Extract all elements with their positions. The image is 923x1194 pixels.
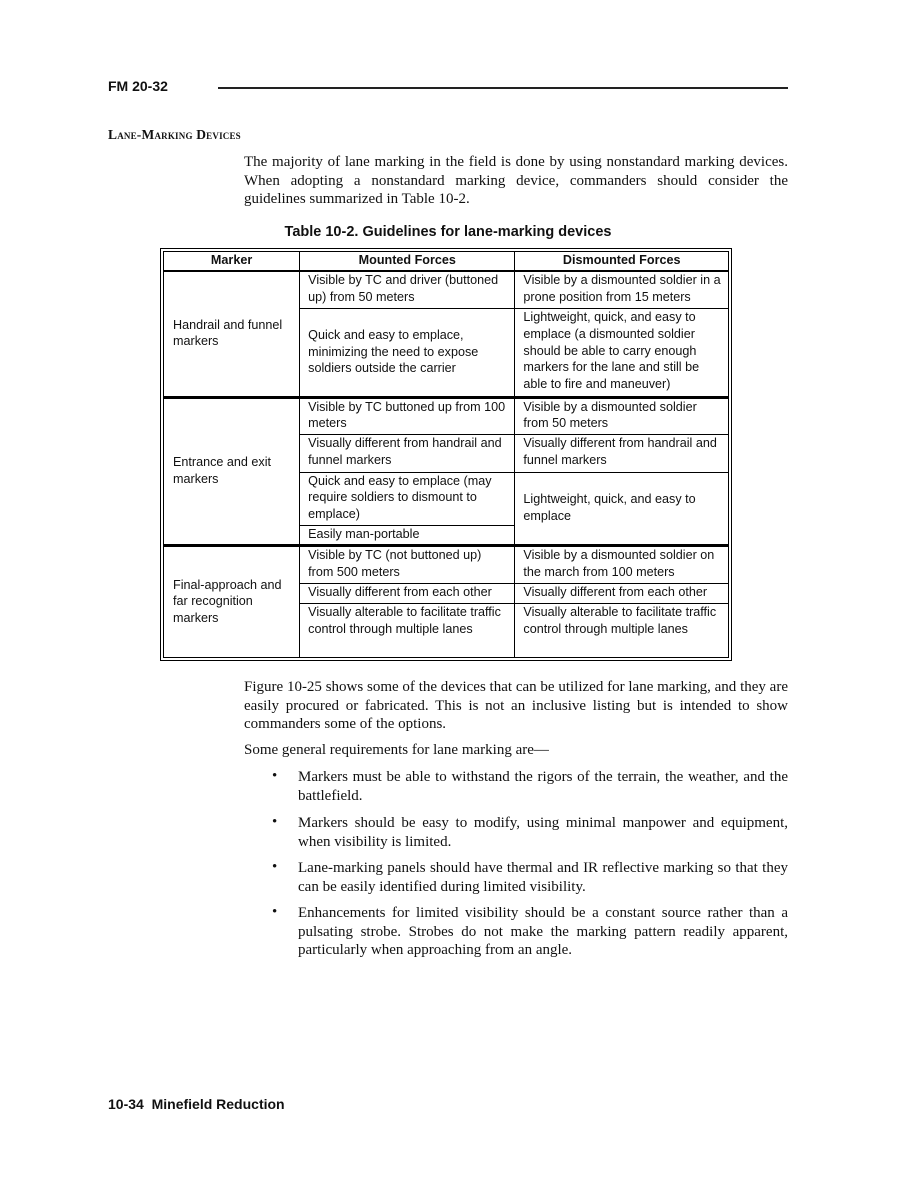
dismounted-cell: Visually different from each other <box>515 583 729 603</box>
bullet-marker: • <box>272 859 278 875</box>
bullet-marker: • <box>272 768 278 784</box>
mounted-cell: Easily man-portable <box>300 526 515 546</box>
marker-cell: Entrance and exit markers <box>164 397 300 546</box>
mounted-cell: Visually different from handrail and funnel markers <box>300 435 515 473</box>
guidelines-table <box>163 251 729 658</box>
dismounted-cell: Visually alterable to facilitate traffic control through multiple lanes <box>515 604 729 658</box>
dismounted-cell: Lightweight, quick, and easy to emplace (a dismounted soldier should be able to carry enough markers for the lane and still be able to fire and maneuver) <box>515 309 729 397</box>
column-header-mounted: Mounted Forces <box>300 252 515 272</box>
mounted-cell: Quick and easy to emplace (may require soldiers to dismount to emplace) <box>300 472 515 526</box>
running-header: FM 20-32 <box>108 78 168 94</box>
dismounted-cell: Visible by a dismounted soldier in a prone position from 15 meters <box>515 271 729 309</box>
mounted-cell: Visually alterable to facilitate traffic control through multiple lanes <box>300 604 515 658</box>
mounted-cell: Visible by TC buttoned up from 100 meters <box>300 397 515 435</box>
requirement-item: Markers must be able to withstand the rigors of the terrain, the weather, and the battlefield. <box>298 769 788 804</box>
mounted-cell: Visually different from each other <box>300 583 515 603</box>
devices-paragraph: Figure 10-25 shows some of the devices that can be utilized for lane marking, and they are easily procured or fabricated. This is not an inclusive listing but is intended to show commanders some of the options. <box>244 679 788 732</box>
page-footer <box>108 1096 285 1112</box>
intro-paragraph: The majority of lane marking in the field is done by using nonstandard marking devices. When adopting a nonstandard marking device, commanders should consider the guidelines summarized in Table 10-2. <box>244 154 788 207</box>
section-title: Lane-Marking Devices <box>108 127 241 142</box>
column-header-marker: Marker <box>164 252 300 272</box>
mounted-cell: Visible by TC and driver (buttoned up) from 50 meters <box>300 271 515 309</box>
mounted-cell: Quick and easy to emplace, minimizing the need to expose soldiers outside the carrier <box>300 309 515 397</box>
bullet-marker: • <box>272 904 278 920</box>
marker-cell: Handrail and funnel markers <box>164 271 300 397</box>
chapter-title: Minefield Reduction <box>151 1096 285 1112</box>
requirement-item: Lane-marking panels should have thermal and IR reflective marking so that they can be easily identified during limited visibility. <box>298 860 788 895</box>
dismounted-cell: Visible by a dismounted soldier on the march from 100 meters <box>515 546 729 584</box>
requirement-item: Enhancements for limited visibility should be a constant source rather than a pulsating strobe. Strobes do not make the marking pattern readily apparent, particularly when approaching from an angle. <box>298 905 788 958</box>
table-caption: Table 10-2. Guidelines for lane-marking devices <box>284 224 612 240</box>
page-number: 10-34 <box>108 1096 144 1112</box>
bullet-marker: • <box>272 814 278 830</box>
dismounted-cell: Lightweight, quick, and easy to emplace <box>515 472 729 546</box>
dismounted-cell: Visible by a dismounted soldier from 50 meters <box>515 397 729 435</box>
requirements-intro: Some general requirements for lane marking are— <box>244 742 549 758</box>
mounted-cell: Visible by TC (not buttoned up) from 500 meters <box>300 546 515 584</box>
marker-cell: Final-approach and far recognition markers <box>164 546 300 658</box>
requirement-item: Markers should be easy to modify, using minimal manpower and equipment, when visibility is limited. <box>298 815 788 850</box>
guidelines-table-frame <box>160 248 732 661</box>
column-header-dismounted: Dismounted Forces <box>515 252 729 272</box>
dismounted-cell: Visually different from handrail and funnel markers <box>515 435 729 473</box>
header-rule <box>218 87 788 89</box>
